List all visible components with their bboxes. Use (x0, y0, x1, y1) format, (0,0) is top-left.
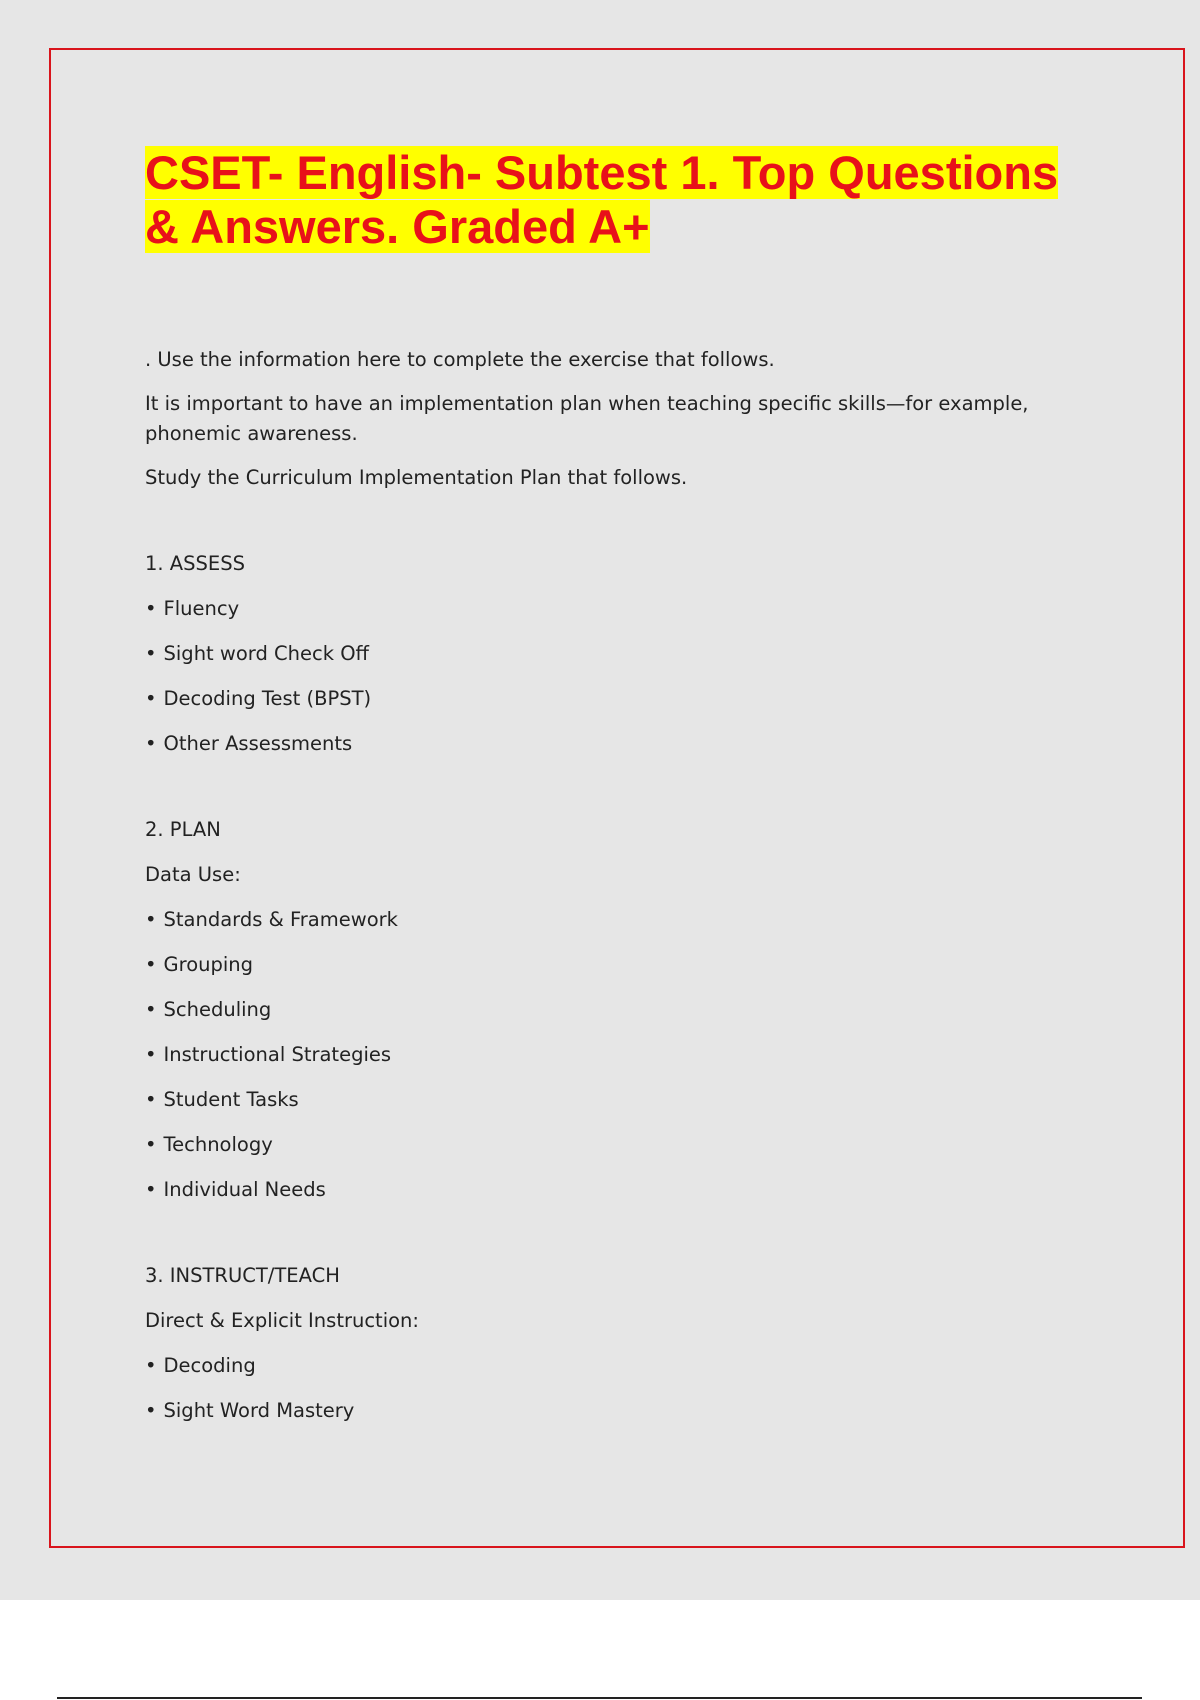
list-item: • Other Assessments (145, 729, 1075, 759)
section-instruct-teach (145, 1261, 1075, 1426)
title-line-2: & Answers. Graded A+ (145, 200, 650, 253)
intro-paragraph: It is important to have an implementation plan when teaching specific skills—for example, phonemic awareness. (145, 392, 1029, 445)
intro-paragraph: Study the Curriculum Implementation Plan that follows. (145, 466, 688, 489)
section-heading: 3. INSTRUCT/TEACH (145, 1264, 340, 1287)
document-body (145, 345, 1075, 1426)
list-item: • Standards & Framework (145, 905, 1075, 950)
list-item: • Decoding Test (BPST) (145, 684, 1075, 729)
intro-paragraph: . Use the information here to complete the exercise that follows. (145, 348, 775, 371)
list-item: • Sight Word Mastery (145, 1396, 1075, 1426)
section-plan (145, 815, 1075, 1205)
list-item: • Technology (145, 1130, 1075, 1175)
list-item: • Instructional Strategies (145, 1040, 1075, 1085)
list-item: • Fluency (145, 594, 1075, 639)
list-item: • Grouping (145, 950, 1075, 995)
title-line-1: CSET- English- Subtest 1. Top Questions (145, 146, 1059, 199)
list-item: • Decoding (145, 1351, 1075, 1396)
list-item: • Individual Needs (145, 1175, 1075, 1205)
section-assess (145, 549, 1075, 759)
page-divider (57, 1697, 1142, 1699)
list-item: • Student Tasks (145, 1085, 1075, 1130)
list-item: • Scheduling (145, 995, 1075, 1040)
section-subheading: Direct & Explicit Instruction: (145, 1309, 419, 1332)
section-heading: 1. ASSESS (145, 552, 245, 575)
list-item: • Sight word Check Off (145, 639, 1075, 684)
section-heading: 2. PLAN (145, 818, 221, 841)
page-title (145, 146, 1091, 254)
section-subheading: Data Use: (145, 863, 241, 886)
document-title (145, 146, 1091, 258)
